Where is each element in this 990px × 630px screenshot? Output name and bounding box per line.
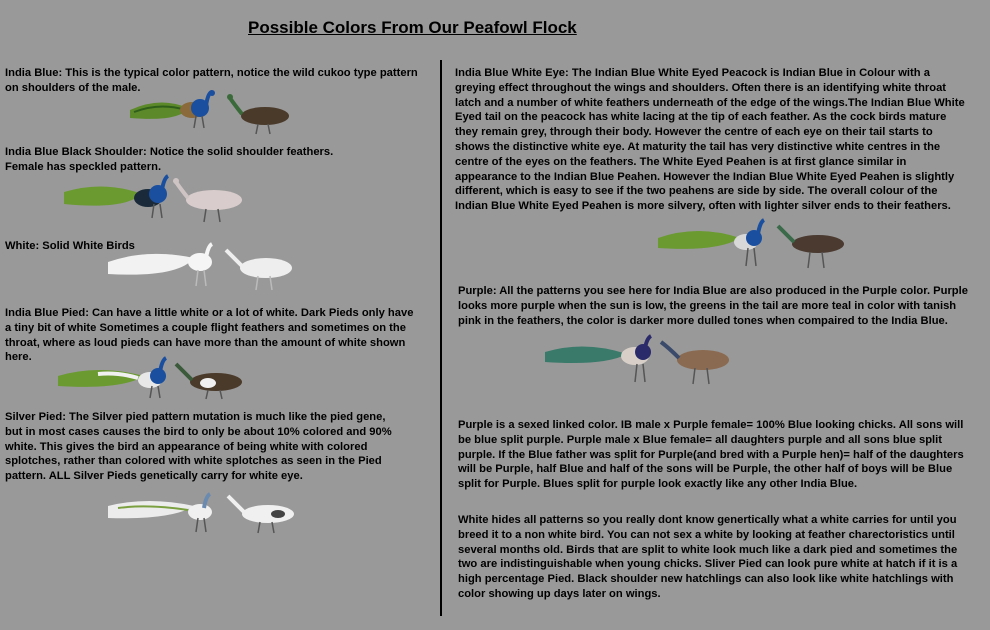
peafowl-pair-silver-pied-icon bbox=[108, 490, 298, 534]
peafowl-pair-black-shoulder-icon bbox=[64, 174, 254, 226]
sex-linked-text: Purple is a sexed linked color. IB male x Purple female= 100% Blue looking chicks. All sons will be blue split purple. Purple male x Blue female= all daughters purple and all sons blue split purple. If the Blue father was split for Purple(and bred with a Purple hen)= half of the daughters will be Purple, half Blue and half of the sons will be Purple, the other half of boys will be Blue split for Purple. Blues split for purple look exactly like any other India Blue. bbox=[458, 419, 964, 491]
white-hides-text: White hides all patterns so you really dont know genertically what a white carries for until you breed it to a non white bird. You can not sex a white by looking at feather charectoristics until several months old. Birds that are split to white look much like a dark pied and sometimes the two are indistinguishable when young chicks. Sliver Pied can look pure white at hatch if it is a high percentage Pied. Black shoulder new hatchlings can also look like white hatchlings with color showing up days later on wings. bbox=[458, 514, 958, 600]
page-title: Possible Colors From Our Peafowl Flock bbox=[248, 18, 577, 37]
white-eye-text: India Blue White Eye: The Indian Blue White Eyed Peacock is Indian Blue in Colour with a greying effect throughout the wings and shoulders. Often there is an identifying white throat latch and a number of white feathers underneath of the edge of the wings.The Indian Blue White Eyed tail on the peacock has white lacing at the tip of each feather. As the cock birds mature they remain grey, through their body. However the centre of each eye on their tail starts to shows the distinctive white eye. At maturity the tail has very distinctive white centres in the centre of the eyes on the feathers. The White Eyed Peahen is at first glance similar in appearance to the Indian Blue Peahen. However the Indian Blue White Eyed Peahen is slightly different, which is easy to see if the two peahens are side by side. The overall colour of the Indian Blue White Eyed Peahen is more silvery, often with lighter silver ends to their feathers. bbox=[455, 67, 965, 213]
peafowl-pair-white-eye-icon bbox=[658, 216, 848, 272]
peafowl-pair-pied-icon bbox=[58, 356, 248, 400]
silver-pied-text: Silver Pied: The Silver pied pattern mutation is much like the pied gene, but in most cases causes the bird to only be about 10% colored and 90% white. This gives the bird an appearance of being white with colored splotches, rather than colored with white splotches as seen in the Pied pattern. ALL Silver Pieds genetically carry for white eye. bbox=[5, 411, 392, 483]
column-divider bbox=[440, 60, 442, 616]
peafowl-pair-white-icon bbox=[108, 240, 298, 292]
white-text: White: Solid White Birds bbox=[5, 240, 135, 252]
black-shoulder-text: India Blue Black Shoulder: Notice the solid shoulder feathers. Female has speckled pattern. bbox=[5, 146, 334, 173]
india-blue-text: India Blue: This is the typical color pattern, notice the wild cukoo type pattern on shoulders of the male. bbox=[5, 67, 418, 94]
purple-text: Purple: All the patterns you see here for India Blue are also produced in the Purple color. Purple looks more purple when the sun is low, the greens in the tail are more teal in color with tanish pink in the feathers, the color is darker more dulled tones when compaired to the India Blue. bbox=[458, 285, 968, 327]
peafowl-pair-purple-icon bbox=[545, 334, 735, 386]
peafowl-pair-india-blue-icon bbox=[130, 88, 295, 136]
india-blue-pied-text: India Blue Pied: Can have a little white or a lot of white. Dark Pieds only have a tiny bit of white Sometimes a couple flight feathers and sometimes on the throat, where as loud pieds can have more than the amount of white shown here. bbox=[5, 307, 414, 364]
